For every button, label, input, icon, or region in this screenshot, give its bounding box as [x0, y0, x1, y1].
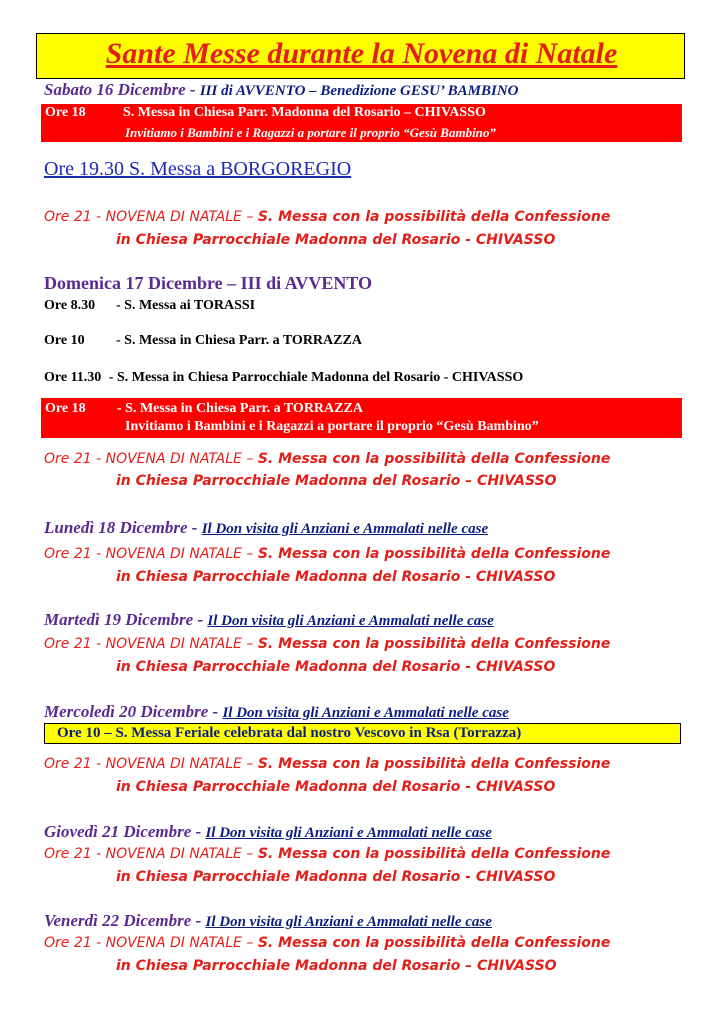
mass-time: Ore 8.30	[44, 298, 96, 313]
novena-location: in Chiesa Parrocchiale Madonna del Rosario – CHIVASSO	[116, 473, 557, 489]
visita-text: Il Don visita gli Anziani e Ammalati nelle case	[222, 705, 509, 721]
sabato-header	[44, 80, 519, 100]
novena-line-1	[44, 209, 610, 225]
domenica-red-note: Invitiamo i Bambini e i Ragazzi a portare il proprio “Gesù Bambino”	[125, 419, 539, 434]
borgoregio-mass: Ore 19.30 S. Messa a BORGOREGIO	[44, 158, 352, 180]
domenica-mass-3	[44, 370, 523, 386]
visita-text: Il Don visita gli Anziani e Ammalati nelle case	[205, 825, 492, 841]
domenica-red-box	[41, 398, 682, 438]
novena-location: in Chiesa Parrocchiale Madonna del Rosario - CHIVASSO	[116, 659, 556, 675]
sabato-red-note-row	[41, 123, 682, 142]
visita-text: Il Don visita gli Anziani e Ammalati nelle case	[207, 613, 494, 629]
sabato-red-note: Invitiamo i Bambini e i Ragazzi a portare il proprio “Gesù Bambino”	[125, 125, 496, 140]
novena-location: in Chiesa Parrocchiale Madonna del Rosario - CHIVASSO	[116, 779, 556, 795]
page-title: Sante Messe durante la Novena di Natale	[105, 37, 618, 70]
giovedi-day: Giovedì 21 Dicembre -	[44, 822, 206, 841]
venerdi-header	[44, 911, 492, 931]
novena-prefix: Ore 21 - NOVENA DI NATALE –	[44, 451, 258, 467]
novena-location: in Chiesa Parrocchiale Madonna del Rosario - CHIVASSO	[116, 232, 556, 248]
novena-line-1	[44, 846, 610, 862]
novena-prefix: Ore 21 - NOVENA DI NATALE –	[44, 756, 258, 772]
sabato-red-text: S. Messa in Chiesa Parr. Madonna del Rosario – CHIVASSO	[123, 105, 486, 120]
sabato-red-row	[41, 104, 682, 123]
novena-suffix: S. Messa con la possibilità della Confessione	[257, 846, 611, 862]
sabato-day: Sabato 16 Dicembre -	[44, 80, 200, 99]
novena-line-1	[44, 451, 610, 467]
novena-location: in Chiesa Parrocchiale Madonna del Rosario - CHIVASSO	[116, 869, 556, 885]
mass-time: Ore 10	[44, 333, 85, 348]
novena-location: in Chiesa Parrocchiale Madonna del Rosario – CHIVASSO	[116, 958, 557, 974]
visita-text: Il Don visita gli Anziani e Ammalati nelle case	[201, 521, 489, 537]
sabato-red-time: Ore 18	[45, 105, 86, 120]
mercoledi-day: Mercoledì 20 Dicembre -	[44, 702, 223, 721]
giovedi-header	[44, 822, 492, 842]
novena-prefix: Ore 21 - NOVENA DI NATALE –	[44, 546, 258, 562]
visita-text: Il Don visita gli Anziani e Ammalati nelle case	[205, 914, 492, 930]
domenica-red-time: Ore 18	[45, 401, 86, 416]
novena-line-1	[44, 756, 610, 772]
title-banner	[36, 33, 685, 79]
domenica-mass-1	[44, 298, 256, 314]
novena-suffix: S. Messa con la possibilità della Confessione	[257, 756, 611, 772]
mass-text: - S. Messa in Chiesa Parr. a TORRAZZA	[116, 333, 362, 348]
novena-line-1	[44, 636, 610, 652]
venerdi-day: Venerdì 22 Dicembre -	[44, 911, 206, 930]
martedi-header	[44, 610, 494, 630]
novena-suffix: S. Messa con la possibilità della Confessione	[257, 636, 611, 652]
domenica-red-text: - S. Messa in Chiesa Parr. a TORRAZZA	[117, 401, 363, 416]
novena-line-1	[44, 546, 610, 562]
novena-line-1	[44, 935, 610, 951]
martedi-day: Martedì 19 Dicembre -	[44, 610, 208, 629]
vescovo-text: Ore 10 – S. Messa Feriale celebrata dal nostro Vescovo in Rsa (Torrazza)	[57, 725, 522, 741]
lunedi-day: Lunedì 18 Dicembre -	[44, 518, 202, 537]
novena-suffix: S. Messa con la possibilità della Confessione	[257, 451, 611, 467]
mass-text: - S. Messa in Chiesa Parrocchiale Madonna del Rosario - CHIVASSO	[108, 370, 524, 385]
novena-suffix: S. Messa con la possibilità della Confessione	[257, 546, 611, 562]
mass-text: - S. Messa ai TORASSI	[116, 298, 256, 313]
mercoledi-header	[44, 702, 509, 722]
domenica-mass-2	[44, 333, 362, 349]
novena-suffix: S. Messa con la possibilità della Confessione	[257, 209, 611, 225]
novena-suffix: S. Messa con la possibilità della Confessione	[257, 935, 611, 951]
novena-prefix: Ore 21 - NOVENA DI NATALE –	[44, 846, 258, 862]
novena-location: in Chiesa Parrocchiale Madonna del Rosario - CHIVASSO	[116, 569, 556, 585]
domenica-header: Domenica 17 Dicembre – III di AVVENTO	[44, 273, 373, 293]
vescovo-banner	[44, 723, 681, 744]
novena-prefix: Ore 21 - NOVENA DI NATALE –	[44, 935, 258, 951]
novena-prefix: Ore 21 - NOVENA DI NATALE –	[44, 636, 258, 652]
sabato-subtitle: III di AVVENTO – Benedizione GESU’ BAMBINO	[199, 83, 519, 99]
novena-prefix: Ore 21 - NOVENA DI NATALE –	[44, 209, 258, 225]
mass-time: Ore 11.30	[44, 370, 102, 385]
lunedi-header	[44, 518, 488, 538]
